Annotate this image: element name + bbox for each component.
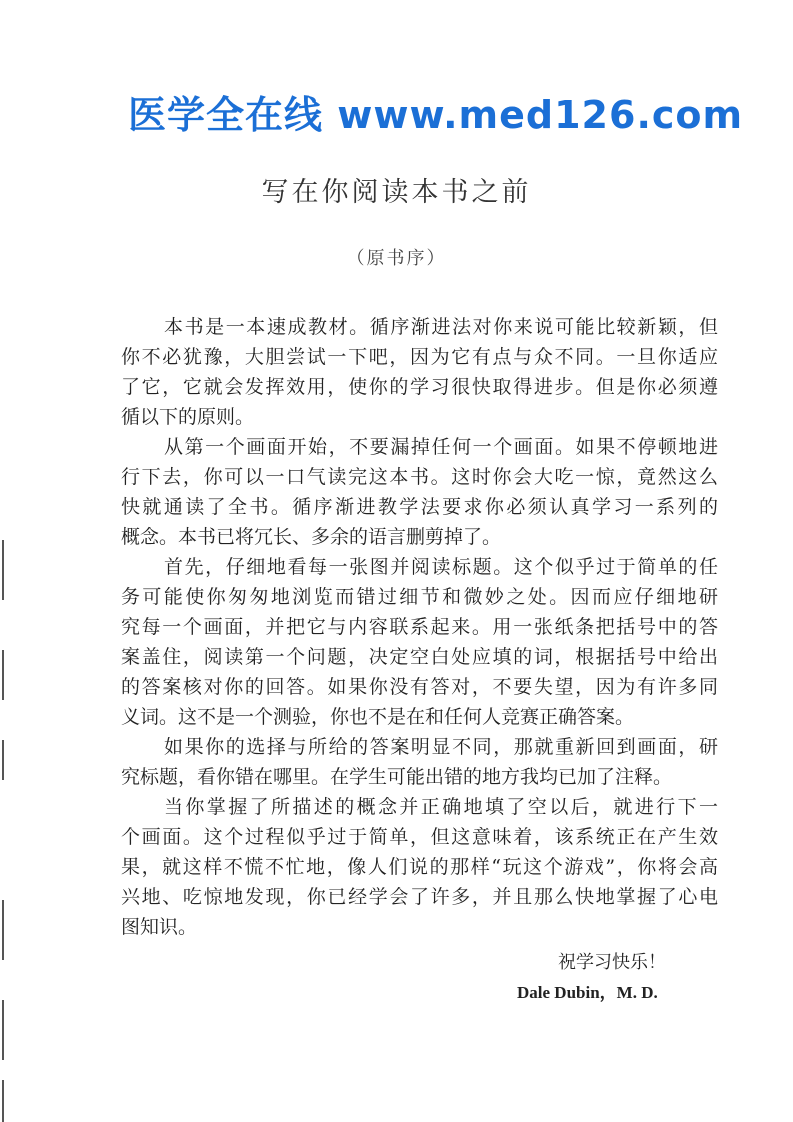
text-line: 了它，它就会发挥效用，使你的学习很快取得进步。但是你必须遵 xyxy=(121,376,718,398)
text-line: 图知识。 xyxy=(121,916,198,938)
site-watermark-banner: 医学全在线 www.med126.com xyxy=(128,93,744,137)
text-line: 兴地、吃惊地发现，你已经学会了许多，并且那么快地掌握了心电 xyxy=(121,886,718,908)
text-line: 义词。这不是一个测验，你也不是在和任何人竞赛正确答案。 xyxy=(121,706,635,728)
page-subtitle: （原书序） xyxy=(346,248,447,269)
text-line: 循以下的原则。 xyxy=(121,406,255,428)
text-line: 首先，仔细地看每一张图并阅读标题。这个似乎过于简单的任 xyxy=(164,556,718,578)
text-line: 的答案核对你的回答。如果你没有答对，不要失望，因为有许多同 xyxy=(121,676,718,698)
scan-artifact xyxy=(2,900,4,960)
text-line: 快就通读了全书。循序渐进教学法要求你必须认真学习一系列的 xyxy=(121,496,718,518)
text-line: 果，就这样不慌不忙地，像人们说的那样“玩这个游戏”，你将会高 xyxy=(121,856,718,878)
text-line: 如果你的选择与所给的答案明显不同，那就重新回到画面，研 xyxy=(164,736,718,758)
text-line: 你不必犹豫，大胆尝试一下吧，因为它有点与众不同。一旦你适应 xyxy=(121,346,718,368)
scan-artifact xyxy=(2,1000,4,1060)
text-line: 究每一个画面，并把它与内容联系起来。用一张纸条把括号中的答 xyxy=(121,616,718,638)
text-line: 行下去，你可以一口气读完这本书。这时你会大吃一惊，竟然这么 xyxy=(121,466,718,488)
text-line: 当你掌握了所描述的概念并正确地填了空以后，就进行下一 xyxy=(164,796,718,818)
scan-artifact xyxy=(2,1080,4,1122)
closing-greeting: 祝学习快乐！ xyxy=(558,952,666,973)
text-line: 案盖住，阅读第一个问题，决定空白处应填的词，根据括号中给出 xyxy=(121,646,718,668)
scan-artifact xyxy=(2,740,4,780)
text-line: 概念。本书已将冗长、多余的语言删剪掉了。 xyxy=(121,526,502,548)
page-title: 写在你阅读本书之前 xyxy=(261,177,532,208)
scan-artifact xyxy=(2,540,4,600)
scan-artifact xyxy=(2,650,4,700)
text-line: 本书是一本速成教材。循序渐进法对你来说可能比较新颖，但 xyxy=(164,316,718,338)
author-signature: Dale Dubin，M. D. xyxy=(517,983,658,1002)
text-line: 个画面。这个过程似乎过于简单，但这意味着，该系统正在产生效 xyxy=(121,826,718,848)
text-line: 务可能使你匆匆地浏览而错过细节和微妙之处。因而应仔细地研 xyxy=(121,586,718,608)
text-line: 究标题，看你错在哪里。在学生可能出错的地方我均已加了注释。 xyxy=(121,766,673,788)
text-line: 从第一个画面开始，不要漏掉任何一个画面。如果不停顿地进 xyxy=(164,436,718,458)
